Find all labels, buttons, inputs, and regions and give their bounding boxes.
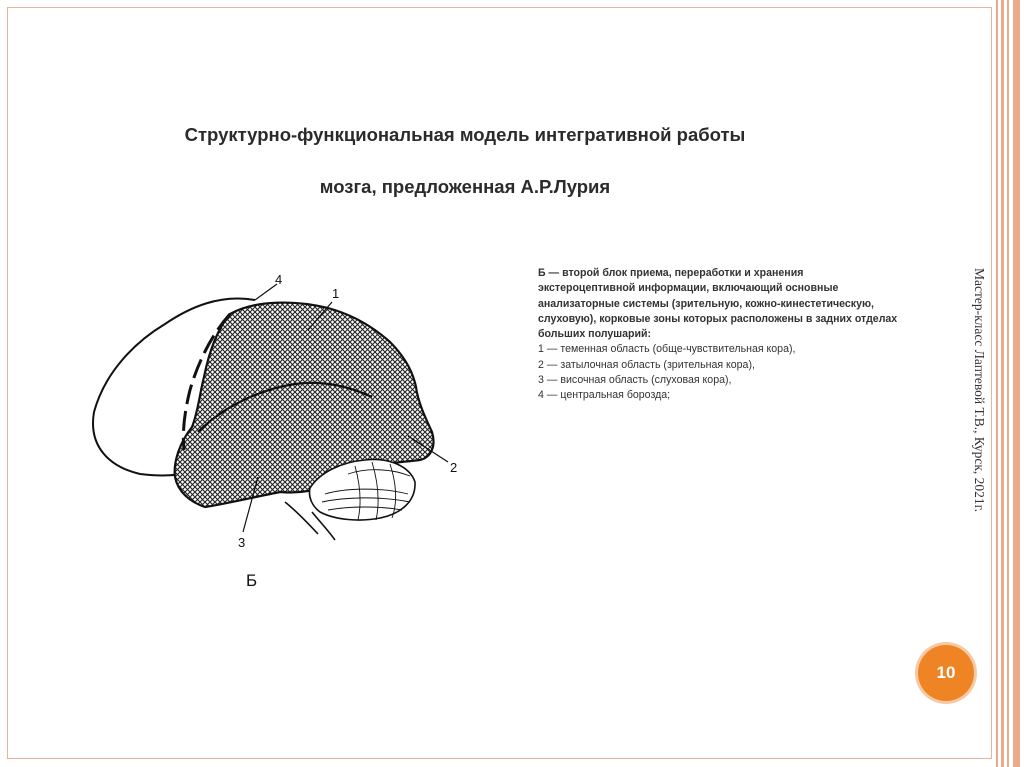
description-item: 2 — затылочная область (зрительная кора), — [538, 358, 755, 371]
slide-title-line-2: мозга, предложенная А.Р.Лурия — [319, 176, 611, 197]
author-note: Мастер-класс Лаптевой Т.В., Курск, 2021г. — [972, 268, 987, 513]
leader-line-4 — [255, 284, 277, 300]
description-item: 3 — височная область (слуховая кора), — [538, 374, 732, 387]
brain-diagram — [80, 262, 480, 602]
label-4: 4 — [275, 272, 283, 287]
slide-title-line-1: Структурно-функциональная модель интегративной работы — [184, 124, 746, 145]
label-2: 2 — [450, 460, 458, 475]
label-1: 1 — [332, 286, 340, 301]
label-3: 3 — [238, 535, 246, 550]
description-item: 4 — центральная борозда; — [538, 389, 671, 402]
page-number-badge: 10 — [918, 645, 974, 701]
description-item: 1 — теменная область (обще-чувствительная кора), — [538, 343, 796, 356]
figure-caption: Б — [246, 571, 258, 590]
figure-description — [538, 266, 898, 404]
description-lead: Б — второй блок приема, переработки и хранения экстероцептивной информации, включающий основные анализаторные системы (зрительную, кожно-кинестетическую, слуховую), корковые зоны которых расположены в задних отделах больших полушарий: — [538, 267, 898, 341]
decorative-stripes — [994, 0, 1024, 767]
